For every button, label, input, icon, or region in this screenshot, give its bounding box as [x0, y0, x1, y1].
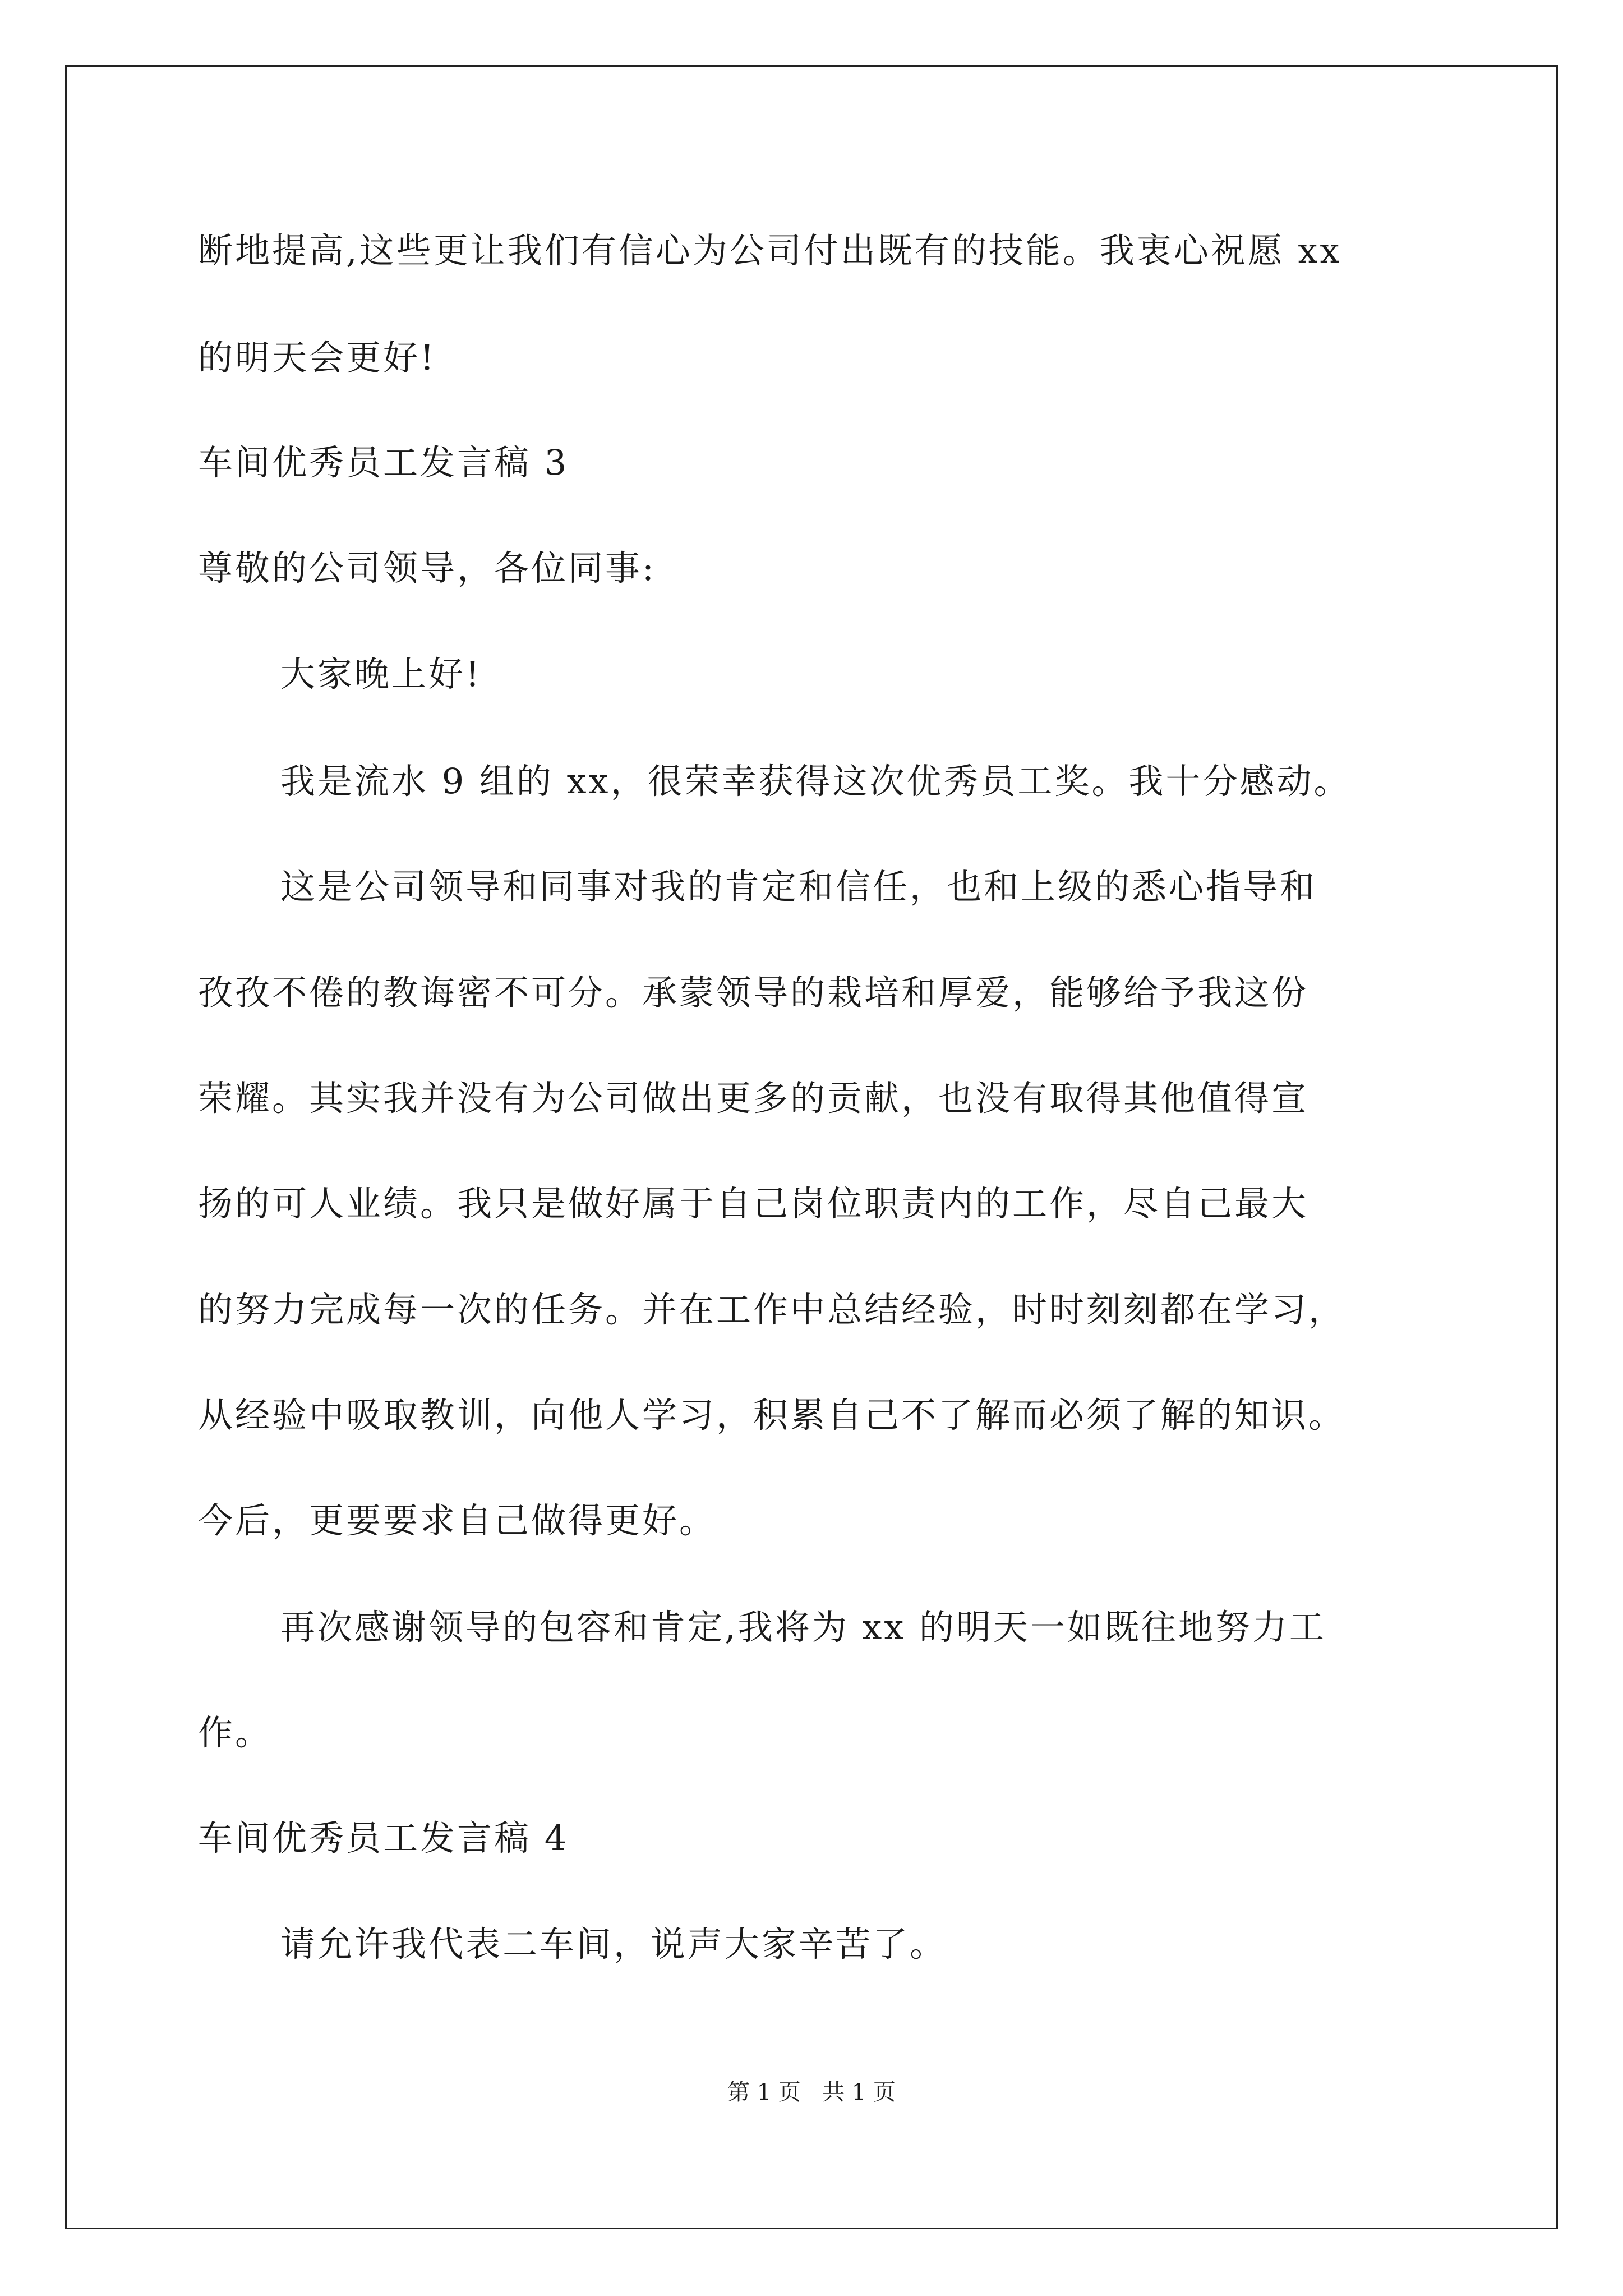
text-line: 今后，更要要求自己做得更好。: [198, 1500, 717, 1541]
section-heading: 车间优秀员工发言稿 3: [198, 442, 569, 483]
section-heading: 车间优秀员工发言稿 4: [198, 1818, 569, 1858]
page-footer: 第 1 页 共 1 页: [727, 2079, 896, 2105]
text-line: 的努力完成每一次的任务。并在工作中总结经验，时时刻刻都在学习，: [198, 1289, 1346, 1330]
paragraph-start: 再次感谢领导的包容和肯定,我将为 xx 的明天一如既往地努力工: [280, 1607, 1327, 1648]
text-line: 从经验中吸取教训，向他人学习，积累自己不了解而必须了解的知识。: [198, 1395, 1346, 1435]
paragraph-start: 我是流水 9 组的 xx，很荣幸获得这次优秀员工奖。我十分感动。: [280, 761, 1351, 802]
paragraph-start: 请允许我代表二车间，说声大家辛苦了。: [280, 1924, 947, 1964]
salutation: 尊敬的公司领导，各位同事:: [198, 547, 656, 588]
paragraph-start: 这是公司领导和同事对我的肯定和信任，也和上级的悉心指导和: [280, 866, 1317, 907]
text-line: 作。: [198, 1712, 273, 1753]
page-border: [65, 65, 1558, 2229]
text-line: 的明天会更好!: [198, 337, 436, 378]
text-line: 断地提高,这些更让我们有信心为公司付出既有的技能。我衷心祝愿 xx: [198, 230, 1342, 271]
text-line: 荣耀。其实我并没有为公司做出更多的贡献，也没有取得其他值得宣: [198, 1078, 1309, 1119]
text-line: 扬的可人业绩。我只是做好属于自己岗位职责内的工作，尽自己最大: [198, 1183, 1309, 1224]
text-line: 孜孜不倦的教诲密不可分。承蒙领导的栽培和厚爱，能够给予我这份: [198, 972, 1309, 1013]
paragraph-start: 大家晚上好!: [280, 654, 482, 694]
